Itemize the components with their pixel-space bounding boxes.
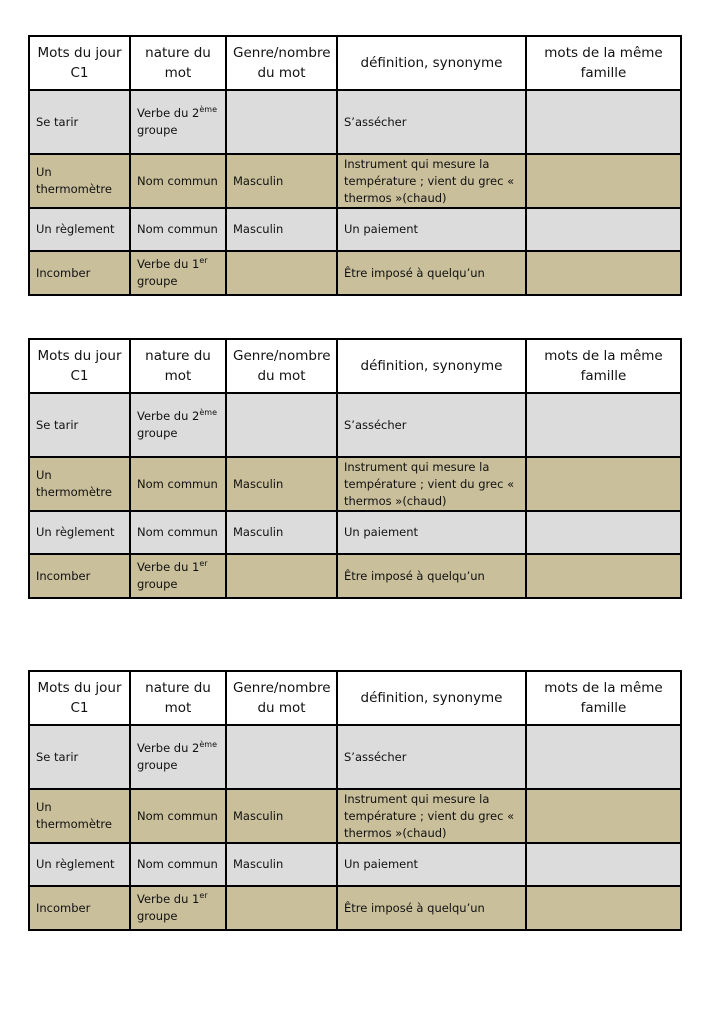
- gender-cell: [226, 393, 337, 457]
- gender-cell: Masculin: [226, 511, 337, 554]
- family-cell: [526, 725, 681, 789]
- nature-cell: Verbe du 1er groupe: [130, 554, 226, 598]
- family-cell: [526, 90, 681, 154]
- header-row: [29, 339, 681, 393]
- definition-cell: S’assécher: [337, 725, 526, 789]
- word-cell: Un règlement: [29, 511, 130, 554]
- header-nature: nature du mot: [130, 339, 226, 393]
- header-family: mots de la même famille: [526, 339, 681, 393]
- definition-cell: Un paiement: [337, 843, 526, 886]
- header-definition: définition, synonyme: [337, 339, 526, 393]
- family-cell: [526, 554, 681, 598]
- nature-cell: Nom commun: [130, 457, 226, 511]
- vocab-table-3: [28, 670, 682, 931]
- nature-cell: Nom commun: [130, 789, 226, 843]
- gender-cell: [226, 554, 337, 598]
- nature-cell: Verbe du 2ème groupe: [130, 393, 226, 457]
- gender-cell: Masculin: [226, 789, 337, 843]
- vocab-table-1: [28, 35, 682, 296]
- definition-cell: Instrument qui mesure la température ; vient du grec « thermos »(chaud): [337, 457, 526, 511]
- nature-cell: Nom commun: [130, 511, 226, 554]
- header-nature: nature du mot: [130, 671, 226, 725]
- gender-cell: Masculin: [226, 457, 337, 511]
- gender-cell: [226, 90, 337, 154]
- gender-cell: Masculin: [226, 154, 337, 208]
- header-definition: définition, synonyme: [337, 36, 526, 90]
- definition-cell: S’assécher: [337, 393, 526, 457]
- nature-cell: Verbe du 2ème groupe: [130, 725, 226, 789]
- definition-cell: Être imposé à quelqu’un: [337, 251, 526, 295]
- table-row: [29, 725, 681, 789]
- family-cell: [526, 154, 681, 208]
- table-row: [29, 208, 681, 251]
- nature-cell: Verbe du 1er groupe: [130, 251, 226, 295]
- family-cell: [526, 457, 681, 511]
- header-family: mots de la même famille: [526, 36, 681, 90]
- table-row: [29, 511, 681, 554]
- word-cell: Un thermomètre: [29, 154, 130, 208]
- word-cell: Se tarir: [29, 90, 130, 154]
- word-cell: Se tarir: [29, 393, 130, 457]
- table-row: [29, 554, 681, 598]
- definition-cell: Être imposé à quelqu’un: [337, 886, 526, 930]
- definition-cell: Instrument qui mesure la température ; vient du grec « thermos »(chaud): [337, 789, 526, 843]
- header-row: [29, 36, 681, 90]
- family-cell: [526, 393, 681, 457]
- header-word: Mots du jour C1: [29, 671, 130, 725]
- word-cell: Se tarir: [29, 725, 130, 789]
- word-cell: Incomber: [29, 251, 130, 295]
- definition-cell: S’assécher: [337, 90, 526, 154]
- nature-cell: Verbe du 2ème groupe: [130, 90, 226, 154]
- nature-cell: Nom commun: [130, 208, 226, 251]
- vocab-table-2: [28, 338, 682, 599]
- table-row: [29, 886, 681, 930]
- header-word: Mots du jour C1: [29, 339, 130, 393]
- word-cell: Incomber: [29, 554, 130, 598]
- family-cell: [526, 208, 681, 251]
- family-cell: [526, 511, 681, 554]
- definition-cell: Être imposé à quelqu’un: [337, 554, 526, 598]
- family-cell: [526, 251, 681, 295]
- nature-cell: Nom commun: [130, 154, 226, 208]
- word-cell: Un thermomètre: [29, 789, 130, 843]
- family-cell: [526, 843, 681, 886]
- table-row: [29, 393, 681, 457]
- table-row: [29, 90, 681, 154]
- gender-cell: Masculin: [226, 843, 337, 886]
- table-row: [29, 154, 681, 208]
- word-cell: Un règlement: [29, 208, 130, 251]
- header-family: mots de la même famille: [526, 671, 681, 725]
- header-gender: Genre/nombre du mot: [226, 36, 337, 90]
- word-cell: Un thermomètre: [29, 457, 130, 511]
- header-gender: Genre/nombre du mot: [226, 339, 337, 393]
- table-row: [29, 251, 681, 295]
- header-definition: définition, synonyme: [337, 671, 526, 725]
- header-nature: nature du mot: [130, 36, 226, 90]
- definition-cell: Un paiement: [337, 208, 526, 251]
- gender-cell: [226, 886, 337, 930]
- table-row: [29, 789, 681, 843]
- definition-cell: Instrument qui mesure la température ; vient du grec « thermos »(chaud): [337, 154, 526, 208]
- word-cell: Incomber: [29, 886, 130, 930]
- word-cell: Un règlement: [29, 843, 130, 886]
- table-row: [29, 457, 681, 511]
- gender-cell: [226, 251, 337, 295]
- nature-cell: Nom commun: [130, 843, 226, 886]
- family-cell: [526, 886, 681, 930]
- gender-cell: [226, 725, 337, 789]
- header-word: Mots du jour C1: [29, 36, 130, 90]
- table-row: [29, 843, 681, 886]
- header-gender: Genre/nombre du mot: [226, 671, 337, 725]
- header-row: [29, 671, 681, 725]
- family-cell: [526, 789, 681, 843]
- definition-cell: Un paiement: [337, 511, 526, 554]
- gender-cell: Masculin: [226, 208, 337, 251]
- nature-cell: Verbe du 1er groupe: [130, 886, 226, 930]
